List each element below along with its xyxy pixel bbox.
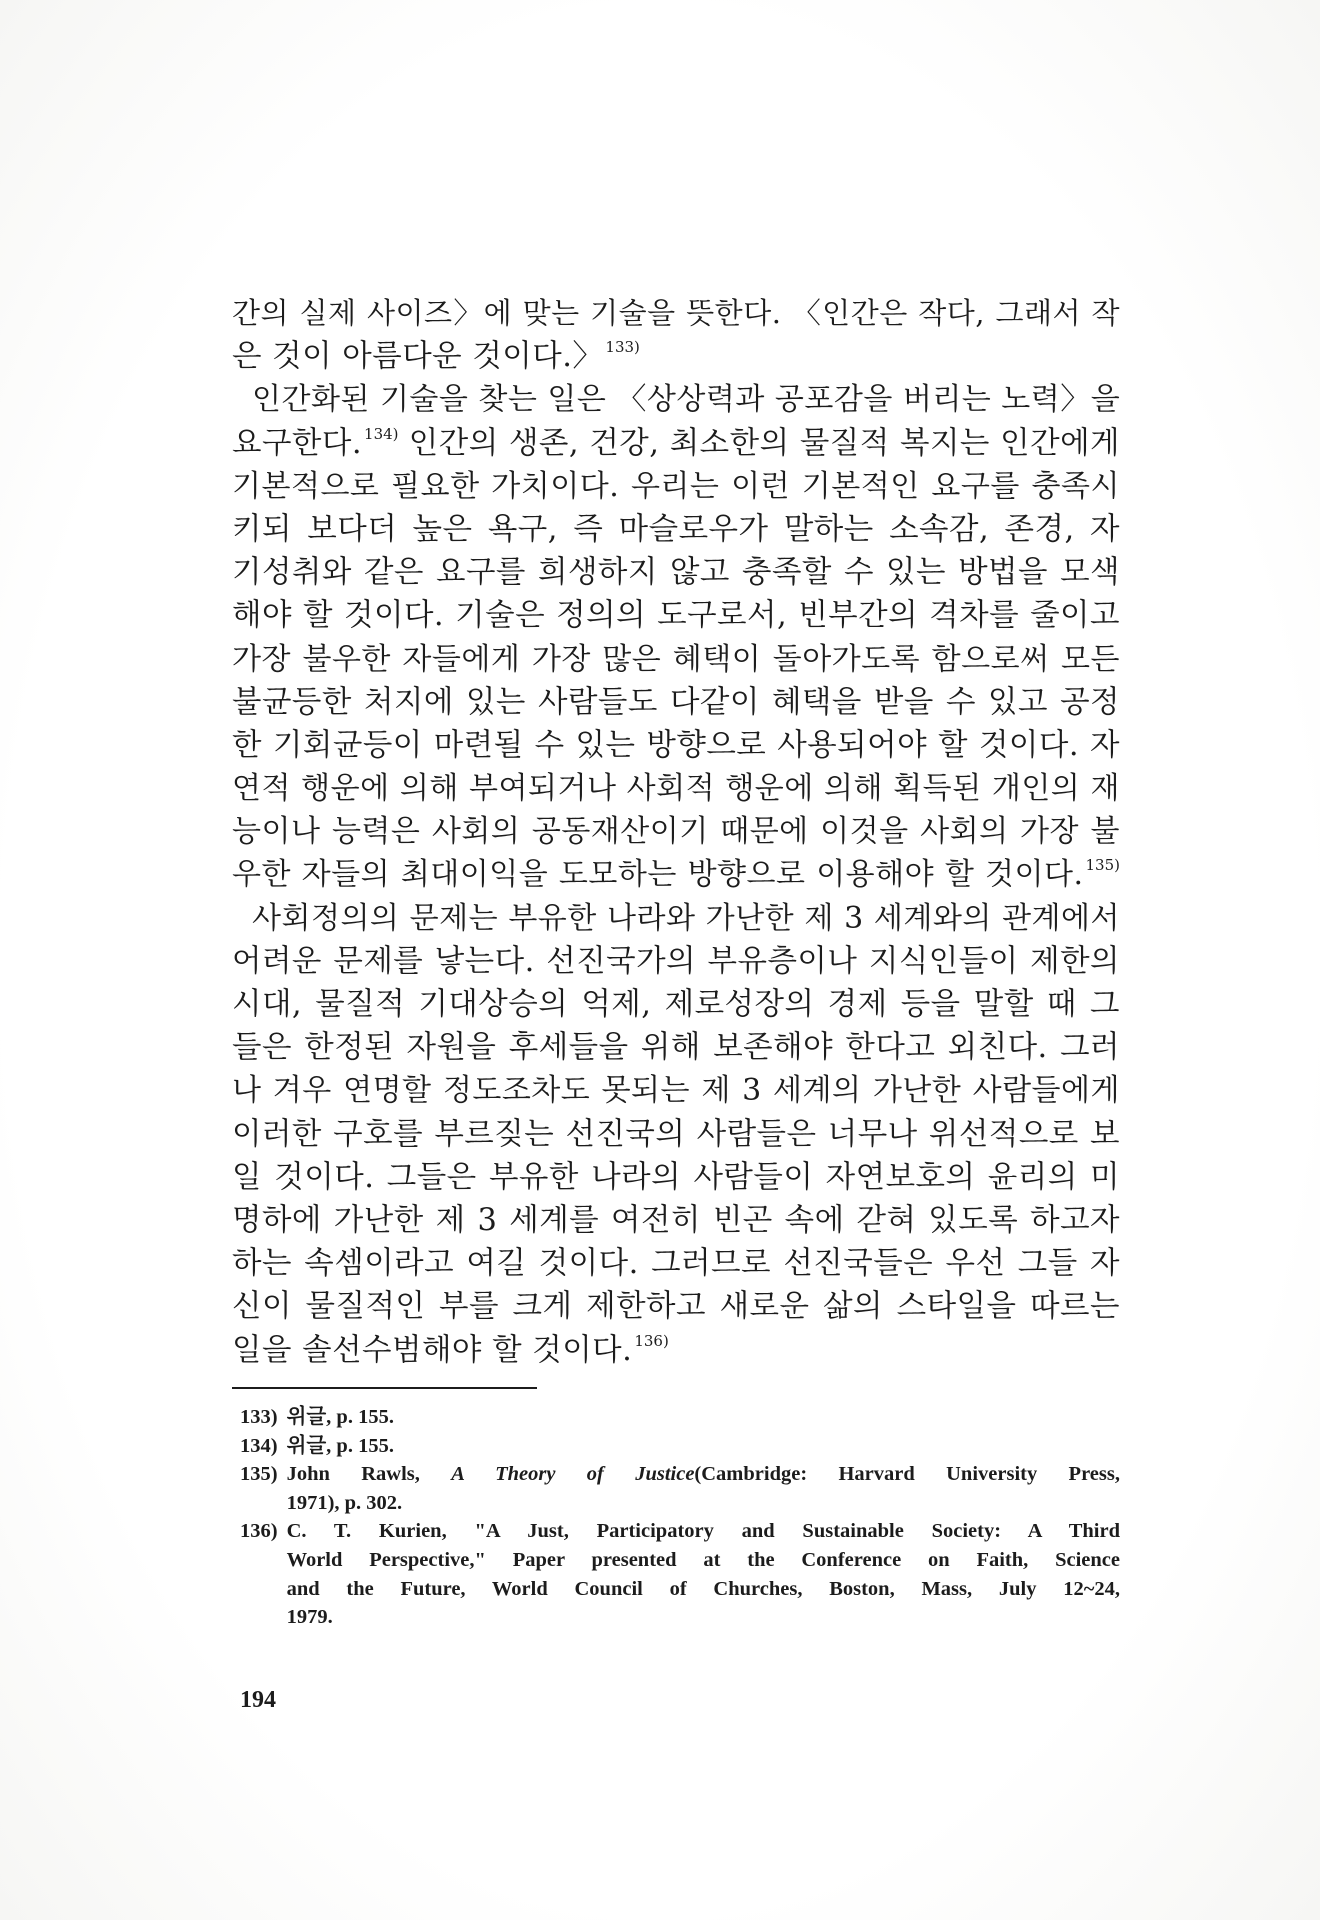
text-line: 일을 솔선수범해야 할 것이다. $^{136)}$ <box>232 1331 669 1368</box>
footnote-ref: 133) <box>605 338 640 357</box>
text-line: 은 것이 아름다운 것이다.〉 $^{133)}$ <box>232 338 640 375</box>
footnote-line <box>287 1403 1120 1432</box>
page-number: 194 <box>240 1687 276 1713</box>
footnote-line <box>287 1546 1120 1575</box>
text-line: 사회정의의 문제는 부유한 나라와 가난한 제 3 세계와의 관계에서 <box>252 900 1120 936</box>
footnote-item <box>240 1403 1120 1432</box>
footnote-segment: 위글, p. 155. <box>286 1434 394 1457</box>
text-line: 시대, 물질적 기대상승의 억제, 제로성장의 경제 등을 말할 때 그 <box>232 987 1120 1022</box>
footnote-text <box>287 1432 1120 1461</box>
footnote-item <box>240 1432 1120 1461</box>
text-line: 가장 불우한 자들에게 가장 많은 혜택이 돌아가도록 함으로써 모든 <box>232 641 1120 677</box>
footnote-segment: 1971), p. 302. <box>286 1491 403 1514</box>
footnote-item <box>240 1460 1120 1517</box>
footnote-segment: and the Future, World Council of Churches, Boston, Mass, July 12~24, <box>286 1577 1120 1600</box>
footnote-text <box>287 1517 1120 1631</box>
text-line: 들은 한정된 자원을 후세들을 위해 보존해야 한다고 외친다. 그러 <box>232 1030 1120 1066</box>
footnote-ref: 136) <box>634 1331 669 1350</box>
text-line: 불균등한 처지에 있는 사람들도 다같이 혜택을 받을 수 있고 공정 <box>232 684 1120 720</box>
text-line: 이러한 구호를 부르짖는 선진국의 사람들은 너무나 위선적으로 보 <box>232 1116 1120 1152</box>
text-line: 하는 속셈이라고 여길 것이다. 그러므로 선진국들은 우선 그들 자 <box>232 1246 1120 1282</box>
footnote-line <box>287 1603 1120 1632</box>
footnote-text <box>287 1403 1120 1432</box>
footnote-segment: 위글, p. 155. <box>286 1406 394 1428</box>
text-line: 일 것이다. 그들은 부유한 나라의 사람들이 자연보호의 윤리의 미 <box>232 1159 1120 1195</box>
footnote-divider <box>232 1387 537 1389</box>
footnote-number: 133) <box>240 1406 278 1428</box>
footnote-line <box>287 1460 1120 1489</box>
footnote-segment: 1979. <box>286 1606 333 1629</box>
footnote-text <box>287 1460 1120 1517</box>
footnote-line <box>287 1517 1120 1546</box>
text-line: 어려운 문제를 낳는다. 선진국가의 부유층이나 지식인들이 제한의 <box>232 943 1120 979</box>
text-line: 키되 보다더 높은 욕구, 즉 마슬로우가 말하는 소속감, 존경, 자 <box>232 511 1120 547</box>
body-text <box>232 292 1120 1372</box>
text-line: 기성취와 같은 요구를 희생하지 않고 충족할 수 있는 방법을 모색 <box>232 555 1120 591</box>
text-line: 나 겨우 연명할 정도조차도 못되는 제 3 세계의 가난한 사람들에게 <box>232 1073 1120 1109</box>
text-line: 연적 행운에 의해 부여되거나 사회적 행운에 의해 획득된 개인의 재 <box>232 771 1120 807</box>
footnote-ref: 134) <box>364 424 399 443</box>
text-line: 기본적으로 필요한 가치이다. 우리는 이런 기본적인 요구를 충족시 <box>232 468 1120 504</box>
footnotes <box>240 1403 1120 1632</box>
book-title: A Theory of Justice <box>451 1463 695 1486</box>
text-line: 명하에 가난한 제 3 세계를 여전히 빈곤 속에 갇혀 있도록 하고자 <box>232 1202 1120 1238</box>
text-line: 인간화된 기술을 찾는 일은 〈상상력과 공포감을 버리는 노력〉을 <box>252 382 1121 418</box>
footnote-line <box>287 1575 1120 1604</box>
footnote-number: 135) <box>240 1463 278 1486</box>
footnote-line <box>287 1489 1120 1518</box>
text-line: 한 기회균등이 마련될 수 있는 방향으로 사용되어야 할 것이다. 자 <box>232 727 1120 763</box>
text-line: 해야 할 것이다. 기술은 정의의 도구로서, 빈부간의 격차를 줄이고 <box>232 598 1120 634</box>
footnote-number: 136) <box>240 1520 278 1543</box>
text-line: 우한 자들의 최대이익을 도모하는 방향으로 이용해야 할 것이다. $^{135)}$ <box>232 856 1120 893</box>
footnote-line <box>287 1432 1120 1461</box>
text-line: 능이나 능력은 사회의 공동재산이기 때문에 이것을 사회의 가장 불 <box>232 814 1120 850</box>
text-line: 신이 물질적인 부를 크게 제한하고 새로운 삶의 스타일을 따르는 <box>232 1289 1120 1325</box>
footnote-item <box>240 1517 1120 1631</box>
footnote-segment: C. T. Kurien, "A Just, Participatory and Sustainable Society: A Third <box>286 1520 1120 1543</box>
footnote-segment: John Rawls, <box>286 1463 452 1486</box>
footnote-segment: (Cambridge: Harvard University Press, <box>694 1463 1120 1486</box>
footnote-segment: World Perspective," Paper presented at the Conference on Faith, Science <box>286 1548 1120 1571</box>
footnote-number: 134) <box>240 1434 278 1457</box>
text-line: 간의 실제 사이즈〉에 맞는 기술을 뜻한다. 〈인간은 작다, 그래서 작 <box>232 296 1120 330</box>
text-line: 요구한다. $^{134)}$ 인간의 생존, 건강, 최소한의 물질적 복지는 인간에게 <box>232 424 1120 461</box>
footnote-ref: 135) <box>1085 856 1120 875</box>
